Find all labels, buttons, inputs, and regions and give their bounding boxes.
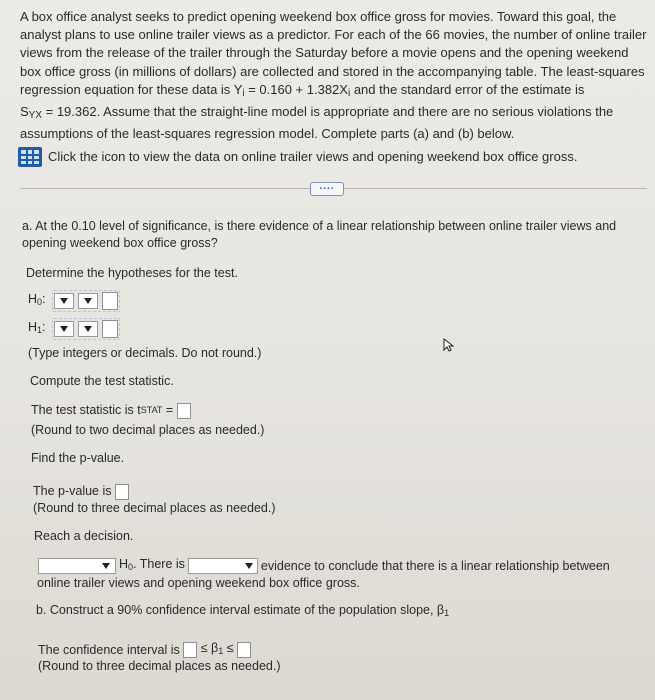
- decision-prompt: [34, 528, 133, 545]
- p-value-input[interactable]: [115, 484, 129, 500]
- h1-value-input[interactable]: [102, 320, 118, 338]
- hypotheses-prompt: [26, 265, 238, 282]
- eq-tail: and the standard error of the estimate is: [350, 81, 585, 97]
- tstat-row: [31, 402, 191, 419]
- part-b-question-text: b. Construct a 90% confidence interval estimate of the population slope, β1: [36, 603, 450, 618]
- p-note-text: (Round to three decimal places as needed.): [33, 501, 276, 515]
- eq-y: Y: [233, 81, 243, 97]
- p-row: [33, 483, 129, 500]
- mouse-cursor-icon: [443, 338, 455, 352]
- ci-lower-input[interactable]: [183, 642, 197, 658]
- hyp-note-text: (Type integers or decimals. Do not round.): [28, 346, 262, 360]
- h0-value-input[interactable]: [102, 292, 118, 310]
- h0-label: H0:: [28, 292, 46, 307]
- p-prompt-text: Find the p-value.: [31, 451, 125, 465]
- decision-line2: [37, 575, 360, 592]
- tstat-prefix: The test statistic is t: [31, 403, 141, 417]
- p-note: [33, 500, 276, 517]
- ci-upper-input[interactable]: [237, 642, 251, 658]
- tstat-sub: STAT: [140, 405, 163, 415]
- ci-note: [38, 658, 281, 675]
- h0-relation-dropdown[interactable]: [78, 293, 98, 309]
- part-a-question: [22, 218, 642, 252]
- h0-row: [28, 290, 120, 312]
- eq-y-sub: i: [242, 87, 245, 99]
- tstat-input[interactable]: [177, 403, 191, 419]
- decision-prompt-text: Reach a decision.: [34, 529, 134, 543]
- h1-relation-dropdown[interactable]: [78, 321, 98, 337]
- evidence-dropdown[interactable]: [188, 558, 258, 574]
- part-b-question: [36, 602, 449, 622]
- hypotheses-prompt-text: Determine the hypotheses for the test.: [26, 266, 238, 280]
- tstat-eq: =: [162, 403, 177, 417]
- decision-row: [38, 556, 610, 576]
- intro-text: A box office analyst seeks to predict opening weekend box office gross for movies. Toward this goal, the analyst plans to use online trailer views as a predictor. For each of the 66 movies, the number of online trailer views from the release of the trailer through the Saturday before a movie opens and the opening weekend box office gross (in millions of dollars) are collected and stored in the accompanying table. The least-squares regression equation for these data is: [20, 9, 647, 97]
- decision-h0: H0. There is: [119, 557, 185, 572]
- h1-param-dropdown[interactable]: [54, 321, 74, 337]
- syx-sub: YX: [28, 110, 43, 122]
- tstat-note-text: (Round to two decimal places as needed.): [31, 423, 265, 437]
- p-prompt: [31, 450, 124, 467]
- hyp-note: [28, 345, 261, 362]
- ci-row: [38, 640, 251, 660]
- decision-line2-text: online trailer views and opening weekend box office gross.: [37, 576, 360, 590]
- h0-param-dropdown[interactable]: [54, 293, 74, 309]
- compute-prompt: [30, 373, 174, 390]
- expand-more-button[interactable]: ....: [310, 182, 344, 196]
- data-link-text[interactable]: Click the icon to view the data on online trailer views and opening weekend box office gross.: [48, 149, 578, 165]
- data-link-row[interactable]: [18, 147, 648, 167]
- h1-label: H1:: [28, 320, 46, 335]
- h0-input-group: [52, 290, 120, 312]
- decision-dropdown[interactable]: [38, 558, 116, 574]
- problem-statement: [20, 8, 648, 167]
- ci-middle: ≤ β1 ≤: [197, 641, 238, 656]
- tstat-note: [31, 422, 264, 439]
- syx-rest: = 19.362. Assume that the straight-line model is appropriate and there are no serious violations the assumptions of the least-squares regression model. Complete parts (a) and (b) below.: [20, 104, 614, 142]
- decision-evidence-text: evidence to conclude that there is a linear relationship between: [260, 558, 610, 573]
- part-a-question-text: a. At the 0.10 level of significance, is there evidence of a linear relationship between online trailer views and opening weekend box office gross?: [22, 219, 617, 250]
- syx-symbol: S: [20, 104, 29, 120]
- compute-prompt-text: Compute the test statistic.: [30, 374, 174, 388]
- h1-input-group: [52, 318, 120, 340]
- ci-note-text: (Round to three decimal places as needed.): [38, 659, 281, 673]
- ci-prefix: The confidence interval is: [38, 642, 184, 657]
- eq-rest: = 0.160 + 1.382X: [244, 81, 348, 97]
- p-prefix: The p-value is: [33, 484, 115, 498]
- h1-row: [28, 318, 120, 340]
- data-table-icon[interactable]: [18, 147, 42, 167]
- eq-x-sub: i: [347, 87, 351, 99]
- problem-text: [20, 8, 648, 143]
